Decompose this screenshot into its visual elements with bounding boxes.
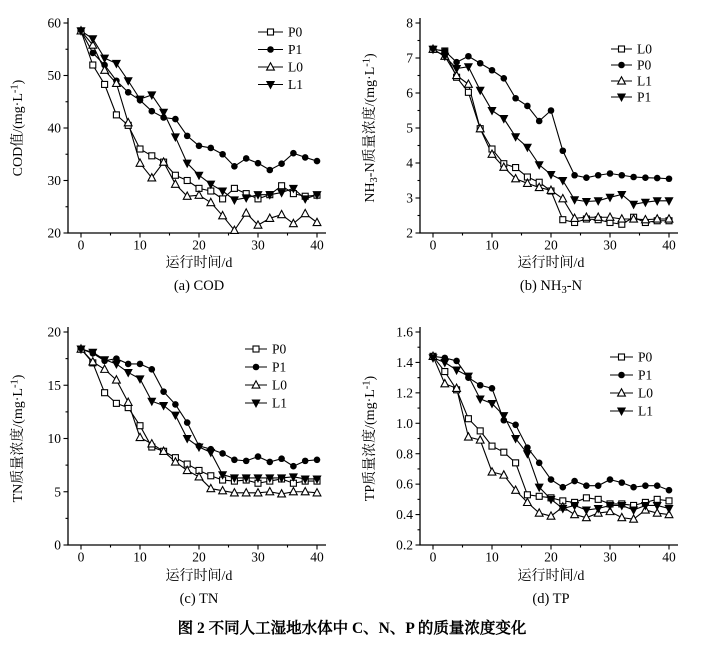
svg-text:20: 20 <box>47 225 61 241</box>
svg-text:20: 20 <box>544 237 558 253</box>
legend-label-P0: P0 <box>272 341 287 357</box>
legend-label-P0: P0 <box>638 349 653 365</box>
legend-label-P1: P1 <box>272 359 287 375</box>
svg-text:40: 40 <box>662 549 676 565</box>
svg-text:40: 40 <box>310 237 324 253</box>
svg-text:0: 0 <box>77 237 85 253</box>
legend-label-L0: L0 <box>272 377 287 393</box>
svg-text:10: 10 <box>133 237 147 253</box>
subplot-c-tn <box>0 300 352 610</box>
subplot-caption: (a) COD <box>173 278 225 294</box>
series <box>429 349 673 522</box>
svg-text:0.2: 0.2 <box>396 537 413 553</box>
svg-text:20: 20 <box>47 324 61 340</box>
ticks <box>416 332 670 550</box>
legend-label-P1: P1 <box>637 89 652 105</box>
chart-c-tn <box>0 300 352 610</box>
x-axis-title: 运行时间/d <box>517 256 585 271</box>
svg-text:1.6: 1.6 <box>396 324 413 340</box>
svg-text:0: 0 <box>77 549 85 565</box>
svg-text:20: 20 <box>544 549 558 565</box>
svg-text:10: 10 <box>485 237 499 253</box>
legend <box>611 42 652 105</box>
legend <box>245 342 287 411</box>
series-line-L0 <box>433 49 669 224</box>
series-markers-L0 <box>77 24 321 234</box>
series-line-P1 <box>433 49 669 204</box>
chart-b-nh3n <box>352 0 704 300</box>
svg-text:20: 20 <box>192 237 206 253</box>
svg-text:10: 10 <box>485 549 499 565</box>
tick-labels <box>396 325 676 565</box>
svg-text:30: 30 <box>603 237 617 253</box>
x-axis-title: 运行时间/d <box>165 569 233 584</box>
legend-label-L0: L0 <box>637 41 652 57</box>
ticks <box>416 23 670 238</box>
legend-label-P1: P1 <box>638 367 653 383</box>
chart-d-tp <box>352 300 704 610</box>
x-axis-title: 运行时间/d <box>165 256 233 271</box>
svg-text:0.4: 0.4 <box>396 507 413 523</box>
y-axis-title: COD值$/(mg\cdot L^{-1})$ <box>9 79 26 177</box>
svg-text:0: 0 <box>54 537 61 553</box>
svg-text:40: 40 <box>310 549 324 565</box>
subplot-d-tp <box>352 300 704 610</box>
svg-text:0.8: 0.8 <box>396 446 413 462</box>
y-axis-title: TP质量浓度$/(mg\cdot L^{-1})$ <box>361 375 378 502</box>
svg-text:2: 2 <box>406 225 413 241</box>
legend-label-L1: L1 <box>638 403 653 419</box>
svg-text:7: 7 <box>406 50 413 66</box>
y-axis-title: TN质量浓度$/(mg\cdot L^{-1})$ <box>9 374 26 503</box>
legend <box>258 25 303 93</box>
svg-text:4: 4 <box>406 155 413 171</box>
svg-text:10: 10 <box>47 431 61 447</box>
legend-label-L0: L0 <box>288 59 303 75</box>
series <box>77 24 321 234</box>
svg-text:30: 30 <box>251 549 265 565</box>
svg-text:60: 60 <box>47 15 61 31</box>
axis-titles <box>9 374 232 607</box>
svg-text:20: 20 <box>192 549 206 565</box>
svg-text:30: 30 <box>603 549 617 565</box>
legend-label-L1: L1 <box>272 395 287 411</box>
series-markers-P1 <box>78 28 321 174</box>
svg-text:40: 40 <box>662 237 676 253</box>
series-markers-L0 <box>430 46 672 227</box>
chart-a-cod <box>0 0 352 300</box>
svg-text:6: 6 <box>406 85 413 101</box>
svg-text:15: 15 <box>47 377 61 393</box>
svg-text:50: 50 <box>47 68 61 84</box>
legend-label-L1: L1 <box>288 77 303 93</box>
figure-caption: 图 2 不同人工湿地水体中 C、N、P 的质量浓度变化 <box>177 620 527 637</box>
subplot-a-cod <box>0 0 352 300</box>
legend-label-P0: P0 <box>637 57 652 73</box>
legend-label-P1: P1 <box>288 42 303 58</box>
legend-label-P0: P0 <box>288 24 303 40</box>
svg-text:0.6: 0.6 <box>396 476 413 492</box>
subplot-caption: (c) TN <box>179 591 219 607</box>
svg-text:1.2: 1.2 <box>396 385 413 401</box>
axis-titles <box>361 375 584 607</box>
svg-text:0: 0 <box>429 549 437 565</box>
svg-text:5: 5 <box>406 120 413 136</box>
subplot-caption: (b) $NH_3-N$ <box>519 278 583 297</box>
subplot-caption: (d) TP <box>532 591 570 607</box>
subplot-b-nh3n <box>352 0 704 300</box>
svg-text:40: 40 <box>47 120 61 136</box>
svg-text:8: 8 <box>406 15 413 31</box>
legend <box>610 350 653 419</box>
y-axis-title: $NH_3-N$质量浓度$/(mg\cdot L^{-1})$ <box>361 53 381 203</box>
svg-text:30: 30 <box>47 173 61 189</box>
legend-label-L1: L1 <box>637 73 652 89</box>
svg-text:1.4: 1.4 <box>396 355 413 371</box>
legend-label-L0: L0 <box>638 385 653 401</box>
svg-text:3: 3 <box>406 190 413 206</box>
svg-text:0: 0 <box>429 237 437 253</box>
svg-text:10: 10 <box>133 549 147 565</box>
svg-text:1.0: 1.0 <box>396 415 413 431</box>
x-axis-title: 运行时间/d <box>517 569 585 584</box>
svg-text:30: 30 <box>251 237 265 253</box>
svg-text:5: 5 <box>54 484 61 500</box>
